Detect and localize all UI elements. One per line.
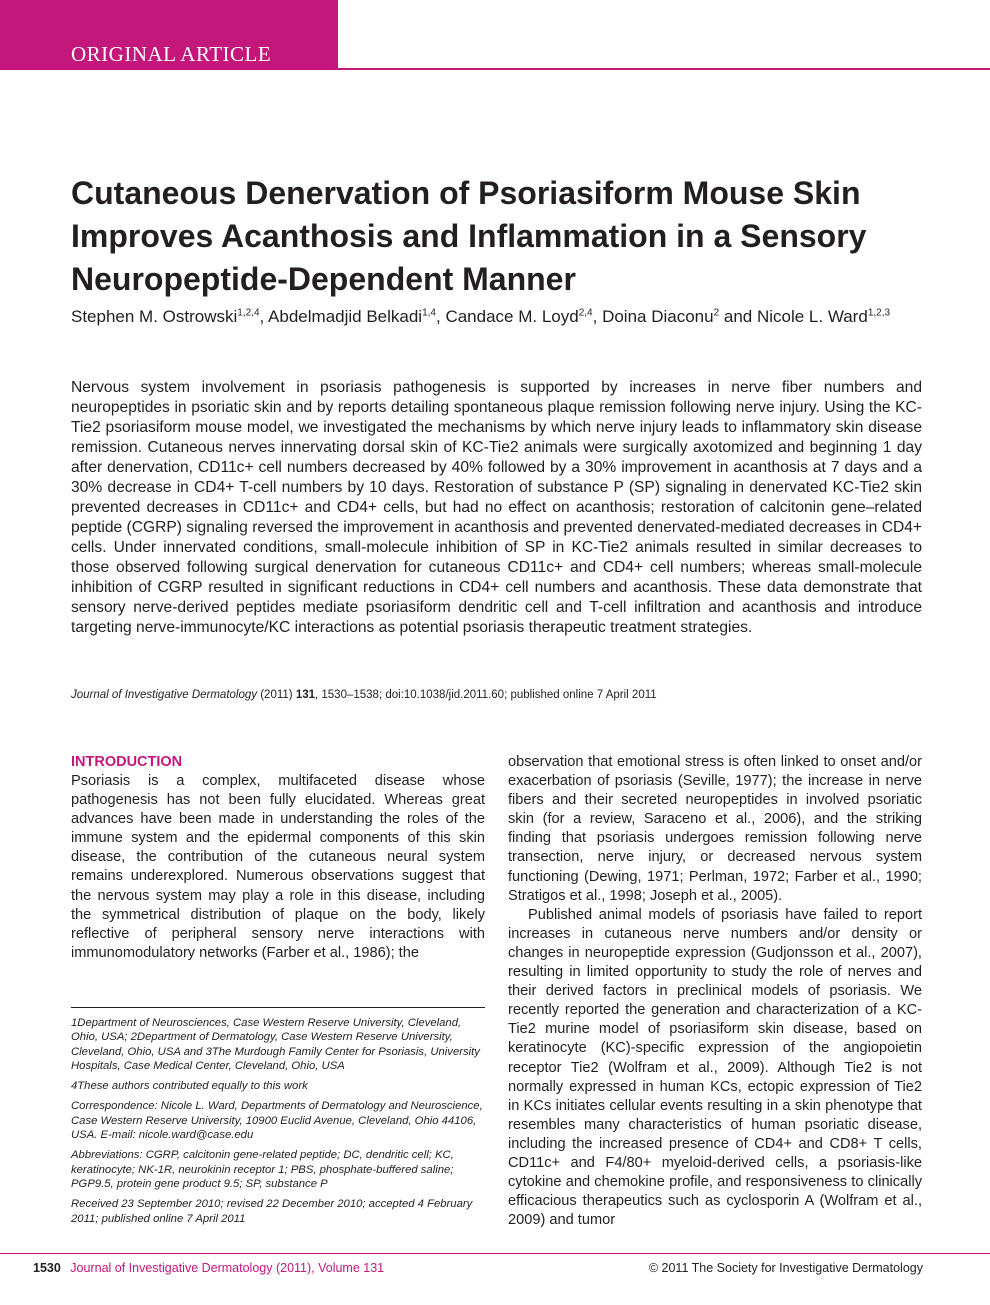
author-affiliation: 1,4	[422, 307, 436, 319]
abstract: Nervous system involvement in psoriasis pathogenesis is supported by increases in nerve fiber numbers and neuropeptides in psoriatic skin and by reports detailing spontaneous plaque remission following nerve injury. Using the KC-Tie2 psoriasiform mouse model, we investigated the mechanisms by which nerve injury leads to inflammatory skin disease remission. Cutaneous nerves innervating dorsal skin of KC-Tie2 animals were surgically axotomized and beginning 1 day after denervation, CD11c+ cell numbers decreased by 40% followed by a 30% improvement in acanthosis at 7 days and a 30% decrease in CD4+ T-cell numbers by 10 days. Restoration of substance P (SP) signaling in denervated KC-Tie2 skin prevented decreases in CD11c+ and CD4+ cells, but had no effect on acanthosis; restoration of calcitonin gene–related peptide (CGRP) signaling reversed the improvement in acanthosis and prevented denervated-mediated decreases in CD4+ cells. Under innervated conditions, small-molecule inhibition of SP in KC-Tie2 animals resulted in similar decreases to those observed following surgical denervation for cutaneous CD11c+ and CD4+ cell numbers; whereas small-molecule inhibition of CGRP resulted in significant reductions in CD4+ cell numbers and acanthosis. These data demonstrate that sensory nerve-derived peptides mediate psoriasiform dendritic cell and T-cell infiltration and acanthosis and introduce targeting nerve-immunocyte/KC interactions as potential psoriasis therapeutic treatment strategies.	[71, 379, 922, 636]
author-separator: ,	[592, 307, 603, 326]
article-type-label: ORIGINAL ARTICLE	[71, 42, 272, 66]
header-rule	[338, 68, 990, 70]
footnote-divider	[71, 1007, 485, 1008]
author-affiliation: 2,4	[578, 307, 593, 319]
author-separator: ,	[259, 307, 269, 326]
citation-details: , 1530–1538; doi:10.1038/jid.2011.60; published online 7 April 2011	[315, 689, 657, 701]
citation-volume: 131	[295, 689, 315, 701]
author-list	[71, 306, 931, 328]
author-separator: ,	[436, 307, 446, 326]
footer-journal-ref: Journal of Investigative Dermatology (2011), Volume 131	[70, 1261, 385, 1275]
author-affiliation: 1,2,4	[237, 307, 260, 319]
article-title: Cutaneous Denervation of Psoriasiform Mouse Skin Improves Acanthosis and Inflammation in a Sensory Neuropeptide-Dependent Manner	[71, 175, 867, 297]
footer-copyright: © 2011 The Society for Investigative Dermatology	[648, 1261, 923, 1275]
page-footer	[33, 1261, 923, 1275]
right-column	[508, 753, 922, 1230]
author-separator: and	[719, 307, 757, 326]
citation-journal: Journal of Investigative Dermatology	[71, 689, 258, 701]
author-name: Nicole L. Ward	[756, 307, 868, 326]
footnote-equal-contribution: 4These authors contributed equally to this work	[71, 1080, 308, 1093]
introduction-paragraph-1: Psoriasis is a complex, multifaceted disease whose pathogenesis has not been fully elucidated. Whereas great advances have been made in understanding the roles of the immune system and the epidermal components of this skin disease, the contribution of the cutaneous neural system remains underexplored. Numerous observations suggest that the nervous system may play a role in this disease, including the symmetrical distribution of plaque on the body, likely reflective of peripheral sensory nerve interactions with immunomodulatory networks (Farber et al., 1986); the	[71, 773, 485, 961]
author-name: Candace M. Loyd	[445, 307, 579, 326]
left-column	[71, 753, 485, 963]
footer-rule	[0, 1253, 990, 1254]
citation-line	[71, 688, 922, 702]
footnotes	[71, 1016, 485, 1232]
footnote-affiliations: 1Department of Neurosciences, Case Western Reserve University, Cleveland, Ohio, USA; 2Department of Dermatology, Case Western Reserve University, Cleveland, Ohio, USA and 3The Murdough Family Center for Psoriasis, University Hospitals, Case Medical Center, Cleveland, Ohio, USA	[71, 1017, 480, 1072]
introduction-heading: INTRODUCTION	[71, 754, 183, 770]
page-number: 1530	[33, 1261, 61, 1275]
footnote-correspondence: Correspondence: Nicole L. Ward, Departments of Dermatology and Neuroscience, Case Western Reserve University, 10900 Euclid Avenue, Cleveland, Ohio 44106, USA. E-mail: nicole.ward@case.edu	[71, 1100, 483, 1142]
author-name: Doina Diaconu	[602, 307, 714, 326]
introduction-paragraph-2: observation that emotional stress is often linked to onset and/or exacerbation of psoriasis (Seville, 1977); the increase in nerve fibers and their secreted neuropeptides in involved psoriatic skin (for a review, Saraceno et al., 2006), and the striking finding that psoriasis undergoes remission following nerve transection, nerve injury, or decreased nervous system functioning (Dewing, 1971; Perlman, 1972; Farber et al., 1990; Stratigos et al., 1998; Joseph et al., 2005).	[508, 754, 922, 904]
citation-year: (2011)	[260, 689, 293, 701]
footnote-abbreviations: Abbreviations: CGRP, calcitonin gene-related peptide; DC, dendritic cell; KC, keratinocyte; NK-1R, neurokinin receptor 1; PBS, phosphate-buffered saline; PGP9.5, protein gene product 9.5; SP, substance P	[71, 1149, 454, 1190]
footnote-dates: Received 23 September 2010; revised 22 December 2010; accepted 4 February 2011; published online 7 April 2011	[71, 1198, 473, 1225]
introduction-paragraph-3: Published animal models of psoriasis have failed to report increases in cutaneous nerve numbers and/or density or changes in neuropeptide expression (Gudjonsson et al., 2007), resulting in limited opportunity to study the role of nerves and their derived factors in preclinical models of psoriasis. We recently reported the generation and characterization of a KC-Tie2 murine model of psoriasiform skin disease, based on keratinocyte (KC)-specific expression of the angiopoietin receptor Tie2 (Wolfram et al., 2009). Although Tie2 is not normally expressed in human KCs, ectopic expression of Tie2 in KCs initiates cellular events resulting in a skin phenotype that resembles many characteristics of human psoriatic disease, including the increased presence of CD4+ and CD8+ T cells, CD11c+ and F4/80+ myeloid-derived cells, a psoriasis-like cytokine and chemokine profile, and responsiveness to clinically efficacious therapeutics such as cyclosporin A (Wolfram et al., 2009) and tumor	[508, 906, 922, 1229]
author-affiliation: 1,2,3	[867, 307, 891, 319]
author-name: Abdelmadjid Belkadi	[268, 307, 423, 326]
author-name: Stephen M. Ostrowski	[71, 307, 238, 326]
author-affiliation: 2	[713, 307, 720, 319]
